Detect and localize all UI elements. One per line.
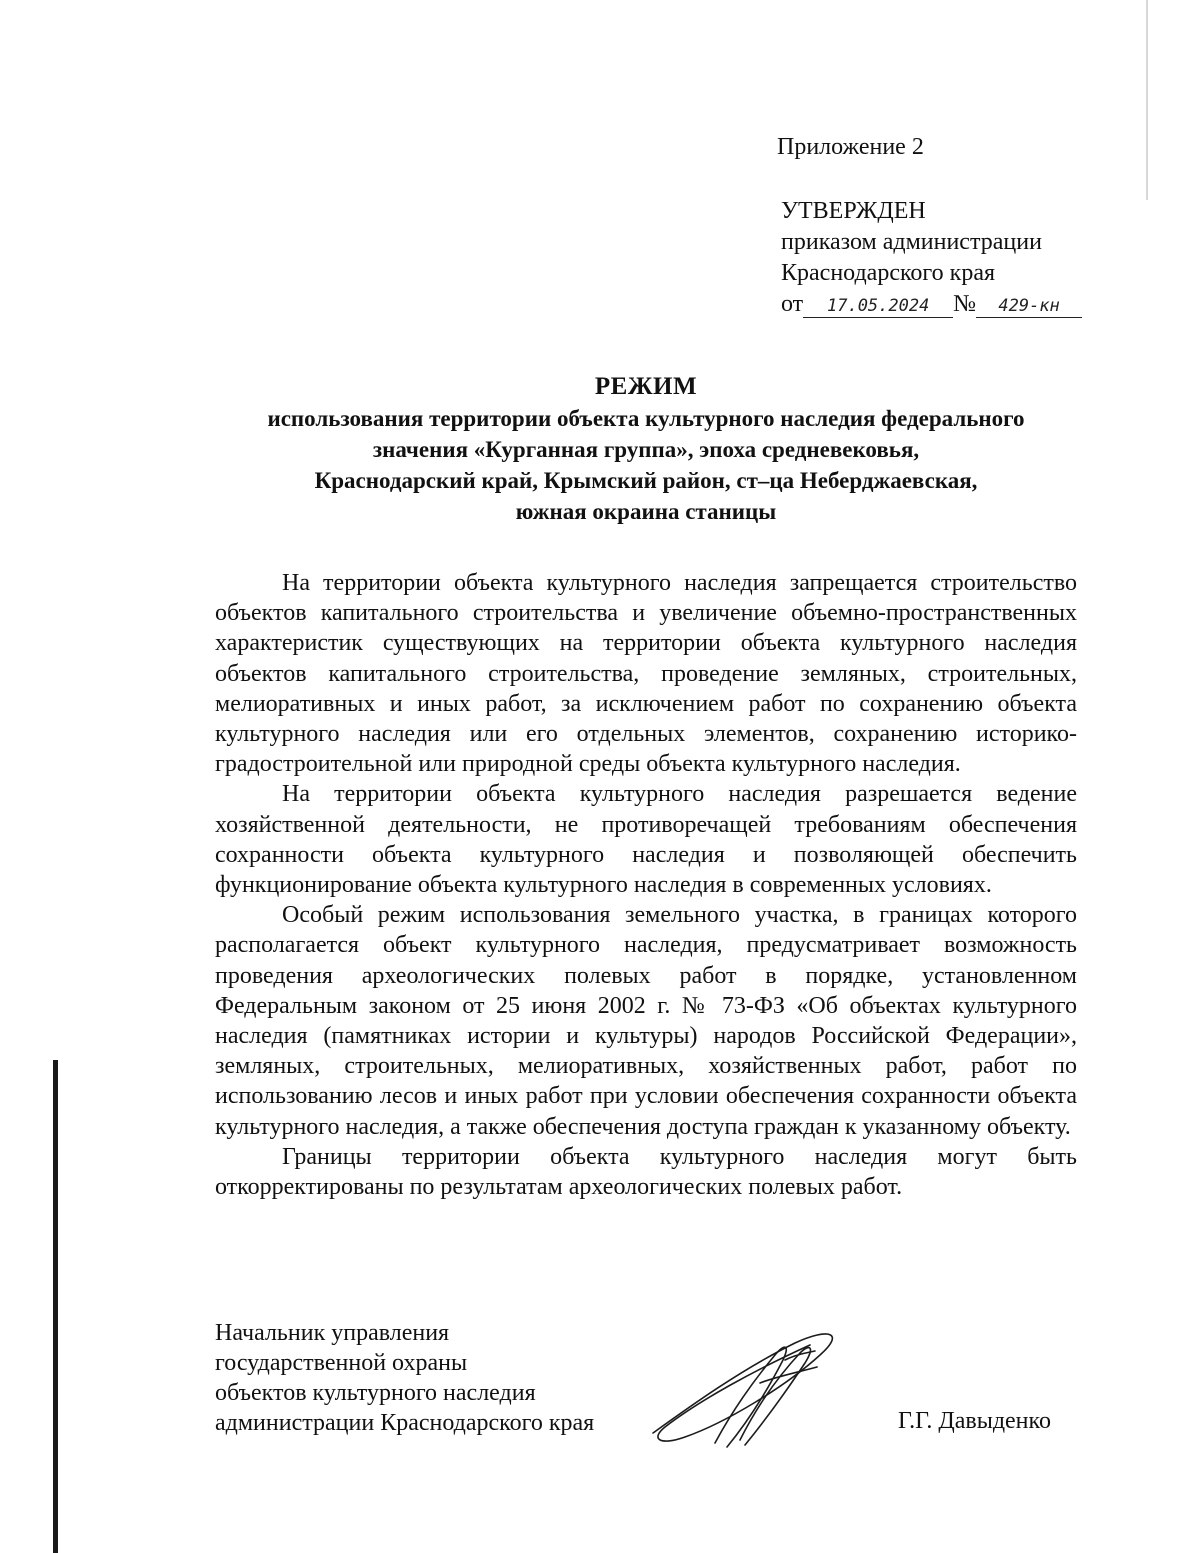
document-body: [215, 568, 1077, 1202]
scan-edge-right: [1146, 0, 1148, 200]
paragraph-permissions: На территории объекта культурного наследия разрешается ведение хозяйственной деятельности, не противоречащей требованиям обеспечения сохранности объекта культурного наследия и позволяющей обеспечить функционирование объекта культурного наследия в современных условиях.: [215, 781, 1077, 899]
signatory-position: [215, 1318, 594, 1438]
approval-number-label: №: [953, 291, 977, 317]
approval-stamp: УТВЕРЖДЕН: [781, 198, 926, 224]
title-main: РЕЖИМ: [594, 373, 698, 400]
paragraph-boundaries: Границы территории объекта культурного наследия могут быть откорректированы по результатам археологических полевых работ.: [215, 1143, 1077, 1201]
signatory-line-2: государственной охраны: [215, 1350, 468, 1376]
handwritten-signature: [645, 1315, 845, 1455]
title-line-1: использования территории объекта культурного наследия федерального: [267, 406, 1025, 431]
signatory-line-1: Начальник управления: [215, 1320, 450, 1346]
signatory-line-3: объектов культурного наследия: [215, 1380, 536, 1406]
approval-line-2: Краснодарского края: [781, 260, 996, 286]
title-line-3: Краснодарский край, Крымский район, ст–ца Неберджаевская,: [314, 468, 978, 493]
approval-line-1: приказом администрации: [781, 229, 1042, 255]
approval-date: 17.05.2024: [803, 295, 953, 318]
approval-number: 429-кн: [976, 295, 1082, 318]
title-line-4: южная окраина станицы: [515, 499, 777, 524]
signer-name: Г.Г. Давыденко: [898, 1408, 1051, 1434]
document-title: [215, 371, 1077, 527]
annex-label: Приложение 2: [777, 134, 924, 160]
title-line-2: значения «Курганная группа», эпоха средневековья,: [372, 437, 920, 462]
approval-block: [781, 196, 1082, 320]
signatory-line-4: администрации Краснодарского края: [215, 1410, 595, 1436]
approval-from-label: от: [781, 291, 804, 317]
paragraph-prohibitions: На территории объекта культурного наследия запрещается строительство объектов капитального строительства и увеличение объемно-пространственных характеристик существующих на территории объекта культурного наследия объектов капитального строительства, проведение земляных, строительных, мелиоративных и иных работ, за исключением работ по сохранению объекта культурного наследия или его отдельных элементов, сохранению историко-градостроительной или природной среды объекта культурного наследия.: [215, 570, 1077, 778]
scan-edge-left: [53, 1060, 58, 1553]
approval-date-line: [781, 289, 1082, 320]
paragraph-special-regime: Особый режим использования земельного участка, в границах которого располагается объект культурного наследия, предусматривает возможность проведения археологических полевых работ в порядке, установленном Федеральным законом от 25 июня 2002 г. № 73-ФЗ «Об объектах культурного наследия (памятниках истории и культуры) народов Российской Федерации», земляных, строительных, мелиоративных, хозяйственных работ, работ по использованию лесов и иных работ при условии обеспечения сохранности объекта культурного наследия, а также обеспечения доступа граждан к указанному объекту.: [215, 902, 1077, 1140]
